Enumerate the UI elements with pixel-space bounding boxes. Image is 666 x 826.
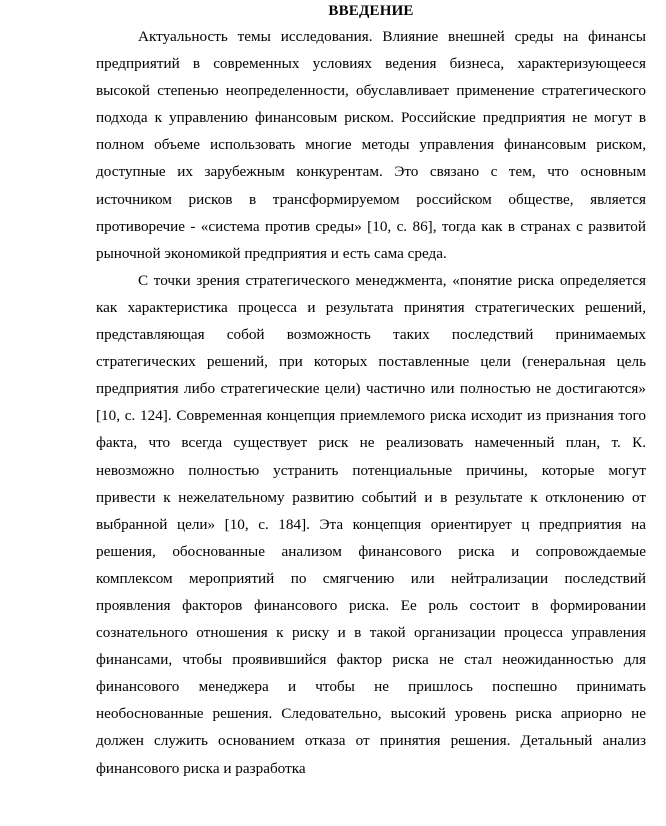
document-body [96, 23, 646, 782]
section-heading: ВВЕДЕНИЕ [328, 3, 414, 19]
paragraph-relevance: Актуальность темы исследования. Влияние внешней среды на финансы предприятий в современных условиях ведения бизнеса, характеризующееся высокой степенью неопределенности, обуславливает применение стратегического подхода к управлению финансовым риском. Российские предприятия не могут в полном объеме использовать многие методы управления финансовым риском, доступные их зарубежным конкурентам. Это связано с тем, что основным источником рисков в трансформируемом российском обществе, является противоречие - «система против среды» [10, с. 86], тогда как в странах с развитой рыночной экономикой предприятия и есть сама среда. [96, 28, 646, 262]
paragraph-strategic-management: С точки зрения стратегического менеджмента, «понятие риска определяется как характеристика процесса и результата принятия стратегических решений, представляющая собой возможность таких последствий принимаемых стратегических решений, при которых поставленные цели (генеральная цель предприятия либо стратегические цели) частично или полностью не достигаются» [10, с. 124]. Современная концепция приемлемого риска исходит из признания того факта, что всегда существует риск не реализовать намеченный план, т. К. невозможно полностью устранить потенциальные причины, которые могут привести к нежелательному развитию событий и в результате к отклонению от выбранной цели» [10, с. 184]. Эта концепция ориентирует ц предприятия на решения, обоснованные анализом финансового риска и сопровождаемые комплексом мероприятий по смягчению или нейтрализации последствий проявления факторов финансового риска. Ее роль состоит в формировании сознательного отношения к риску и в такой организации процесса управления финансами, чтобы проявившийся фактор риска не стал неожиданностью для финансового менеджера и чтобы не пришлось поспешно принимать необоснованные решения. Следовательно, высокий уровень риска априорно не должен служить основанием отказа от принятия решения. Детальный анализ финансового риска и разработка [96, 271, 646, 777]
